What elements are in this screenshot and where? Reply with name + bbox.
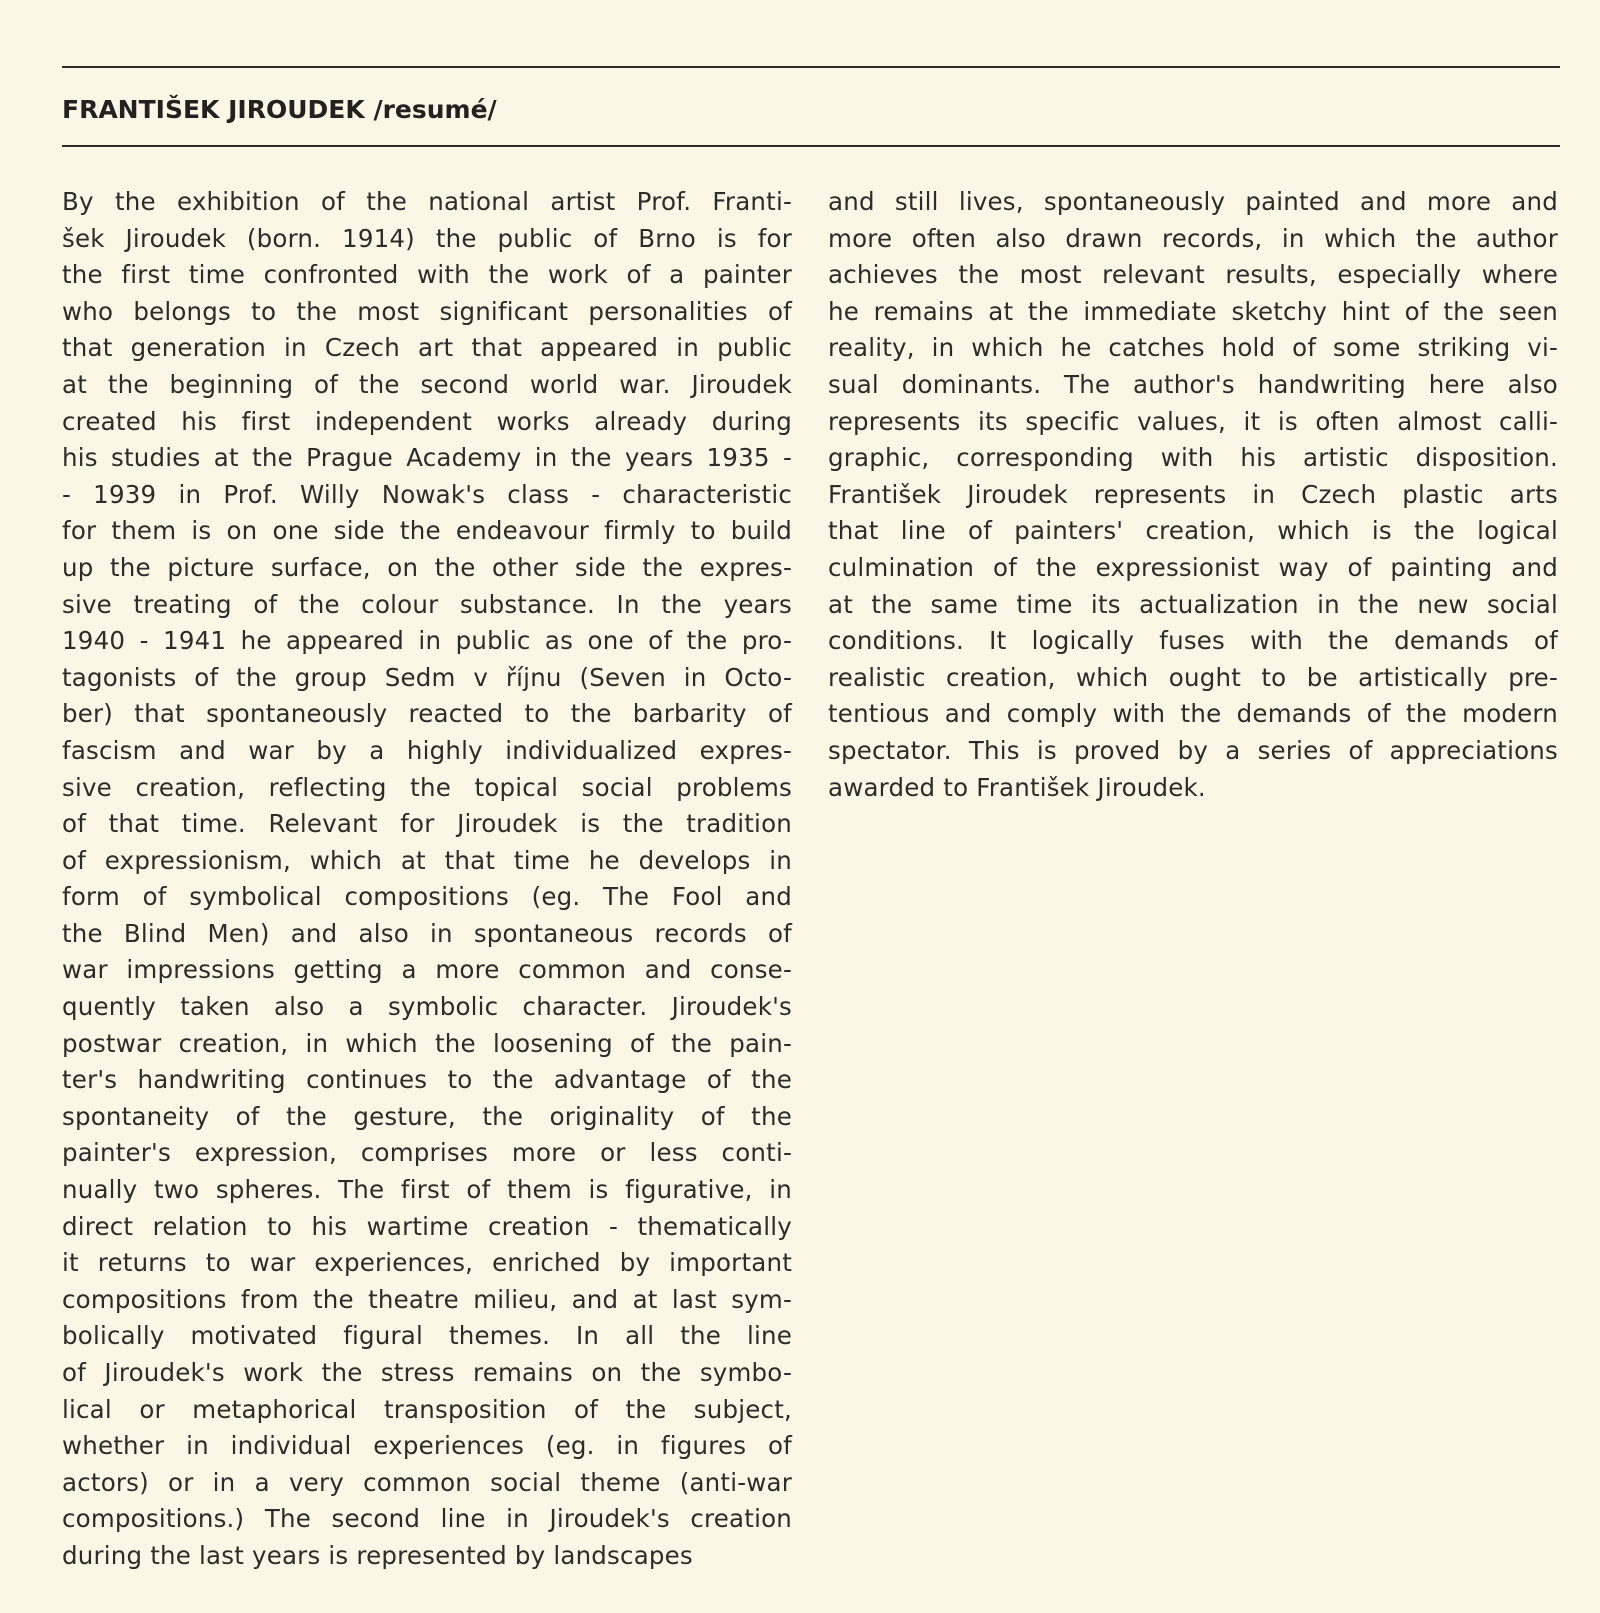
right-text-column bbox=[828, 184, 1558, 806]
text-line: during the last years is represented by landscapes bbox=[62, 1540, 693, 1570]
text-line: ter's handwriting continues to the advantage of the bbox=[62, 1065, 792, 1095]
text-line: By the exhibition of the national artist Prof. Franti- bbox=[62, 187, 792, 216]
text-line: direct relation to his wartime creation - thematically bbox=[62, 1211, 792, 1241]
text-line: and still lives, spontaneously painted and more and bbox=[828, 187, 1558, 216]
text-line: actors) or in a very common social theme (anti-war bbox=[62, 1467, 792, 1497]
text-line: of Jiroudek's work the stress remains on the symbo- bbox=[62, 1358, 792, 1387]
text-line: spectator. This is proved by a series of appreciations bbox=[828, 735, 1558, 765]
text-line: graphic, corresponding with his artistic disposition. bbox=[828, 443, 1558, 473]
text-line: achieves the most relevant results, especially where bbox=[828, 260, 1558, 290]
text-line: of expressionism, which at that time he develops in bbox=[62, 845, 792, 875]
text-line: war impressions getting a more common and conse- bbox=[62, 955, 792, 985]
heading-title: FRANTIŠEK JIROUDEK bbox=[62, 95, 365, 124]
text-line: quently taken also a symbolic character. Jiroudek's bbox=[62, 992, 792, 1022]
text-line: 1940 - 1941 he appeared in public as one of the pro- bbox=[62, 626, 792, 656]
text-line: more often also drawn records, in which the author bbox=[828, 223, 1558, 253]
document-heading bbox=[62, 92, 497, 128]
text-line: spontaneity of the gesture, the originality of the bbox=[62, 1101, 792, 1131]
text-line: culmination of the expressionist way of painting and bbox=[828, 552, 1558, 582]
text-line: sive creation, reflecting the topical social problems bbox=[62, 772, 792, 802]
text-line: represents its specific values, it is often almost calli- bbox=[828, 406, 1558, 436]
text-line: that generation in Czech art that appeared in public bbox=[62, 333, 792, 363]
text-line: whether in individual experiences (eg. in figures of bbox=[62, 1431, 792, 1461]
text-line: nually two spheres. The first of them is figurative, in bbox=[62, 1175, 792, 1205]
text-line: that line of painters' creation, which is the logical bbox=[828, 516, 1558, 546]
text-line: ber) that spontaneously reacted to the barbarity of bbox=[62, 699, 792, 729]
text-line: at the same time its actualization in the new social bbox=[828, 589, 1558, 619]
heading-subtitle: /resumé/ bbox=[373, 95, 497, 124]
text-line: conditions. It logically fuses with the demands of bbox=[828, 626, 1558, 656]
text-line: lical or metaphorical transposition of the subject, bbox=[62, 1394, 792, 1424]
text-line: reality, in which he catches hold of some striking vi- bbox=[828, 333, 1558, 363]
text-line: tagonists of the group Sedm v říjnu (Seven in Octo- bbox=[62, 662, 792, 692]
text-line: of that time. Relevant for Jiroudek is the tradition bbox=[62, 809, 792, 839]
text-line: he remains at the immediate sketchy hint of the seen bbox=[828, 296, 1558, 326]
text-line: bolically motivated figural themes. In all the line bbox=[62, 1321, 792, 1351]
text-line: created his first independent works already during bbox=[62, 406, 792, 436]
text-line: the Blind Men) and also in spontaneous records of bbox=[62, 918, 792, 948]
top-rule bbox=[62, 66, 1560, 68]
text-line: awarded to František Jiroudek. bbox=[828, 772, 1206, 802]
text-line: who belongs to the most significant personalities of bbox=[62, 296, 792, 326]
text-line: - 1939 in Prof. Willy Nowak's class - characteristic bbox=[62, 479, 792, 509]
text-line: compositions.) The second line in Jiroudek's creation bbox=[62, 1504, 792, 1534]
text-line: at the beginning of the second world war. Jiroudek bbox=[62, 369, 792, 399]
text-line: it returns to war experiences, enriched by important bbox=[62, 1248, 792, 1278]
text-line: compositions from the theatre milieu, and at last sym- bbox=[62, 1284, 792, 1314]
text-line: sive treating of the colour substance. In the years bbox=[62, 589, 792, 619]
text-line: tentious and comply with the demands of the modern bbox=[828, 699, 1558, 729]
text-line: his studies at the Prague Academy in the years 1935 - bbox=[62, 443, 792, 473]
left-text-column bbox=[62, 184, 792, 1575]
text-line: form of symbolical compositions (eg. The Fool and bbox=[62, 882, 792, 912]
text-line: sual dominants. The author's handwriting here also bbox=[828, 369, 1558, 399]
text-line: postwar creation, in which the loosening of the pain- bbox=[62, 1028, 792, 1058]
heading-bottom-rule bbox=[62, 145, 1560, 147]
text-line: painter's expression, comprises more or less conti- bbox=[62, 1138, 792, 1168]
text-line: up the picture surface, on the other side the expres- bbox=[62, 552, 792, 582]
text-line: the first time confronted with the work of a painter bbox=[62, 260, 792, 290]
text-line: fascism and war by a highly individualized expres- bbox=[62, 735, 792, 765]
text-line: šek Jiroudek (born. 1914) the public of Brno is for bbox=[62, 223, 792, 253]
text-line: realistic creation, which ought to be artistically pre- bbox=[828, 662, 1558, 692]
text-line: for them is on one side the endeavour firmly to build bbox=[62, 516, 792, 546]
text-line: František Jiroudek represents in Czech plastic arts bbox=[828, 479, 1558, 509]
